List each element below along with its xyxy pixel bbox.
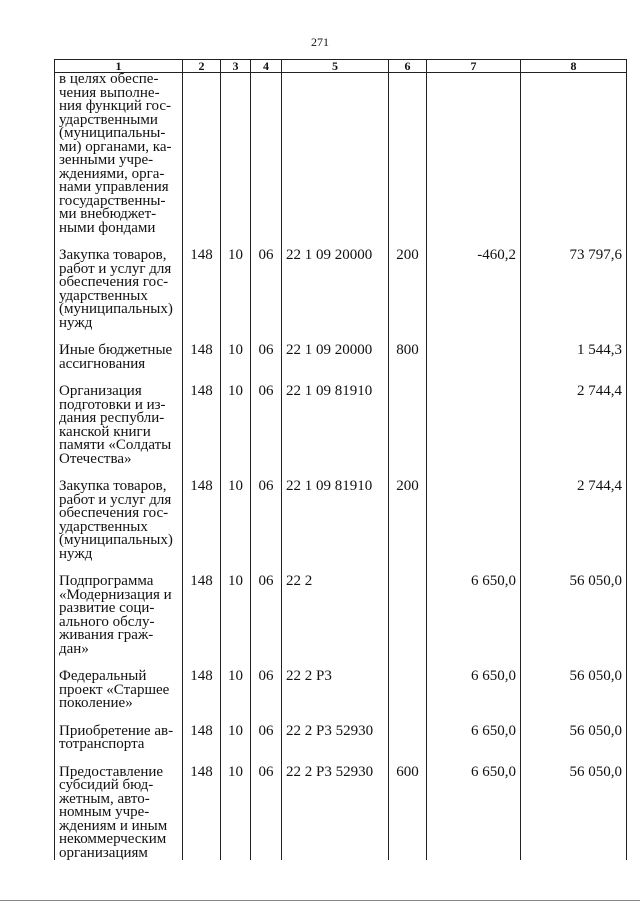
section-cell: 10 <box>221 575 251 656</box>
row-name-cell: Закупка товаров, работ и услуг для обеспечения гос- ударственных (муниципальных) нужд <box>55 480 183 561</box>
expense-type-cell: 800 <box>389 344 427 371</box>
admin-code-cell: 148 <box>183 575 221 656</box>
table-row <box>55 480 627 561</box>
column-header-6: 6 <box>389 60 427 73</box>
table-row <box>55 766 627 861</box>
column-header-8: 8 <box>521 60 627 73</box>
column-header-7: 7 <box>427 60 521 73</box>
admin-code-cell: 148 <box>183 249 221 330</box>
spacer-cell <box>389 561 427 575</box>
section-cell: 10 <box>221 344 251 371</box>
admin-code-cell: 148 <box>183 344 221 371</box>
expense-type-cell <box>389 73 427 236</box>
table-row <box>55 73 627 236</box>
target-article-cell: 22 2 P3 52930 <box>282 766 389 861</box>
bottom-rule <box>0 900 640 901</box>
target-article-cell: 22 2 P3 <box>282 670 389 711</box>
subsection-cell: 06 <box>251 575 282 656</box>
target-article-cell: 22 2 P3 52930 <box>282 725 389 752</box>
expense-type-cell: 600 <box>389 766 427 861</box>
expense-type-cell <box>389 575 427 656</box>
change-amount-cell: 6 650,0 <box>427 725 521 752</box>
total-amount-cell: 1 544,3 <box>521 344 627 371</box>
budget-table <box>54 59 627 860</box>
subsection-cell: 06 <box>251 249 282 330</box>
column-header-5: 5 <box>282 60 389 73</box>
section-cell: 10 <box>221 725 251 752</box>
row-name-cell: Подпрограмма «Модернизация и развитие соци- ального обслу- живания граж- дан» <box>55 575 183 656</box>
change-amount-cell: 6 650,0 <box>427 575 521 656</box>
target-article-cell: 22 2 <box>282 575 389 656</box>
table-row <box>55 725 627 752</box>
column-header-4: 4 <box>251 60 282 73</box>
target-article-cell: 22 1 09 81910 <box>282 480 389 561</box>
row-name-cell: Приобретение ав- тотранспорта <box>55 725 183 752</box>
row-name-cell: Федеральный проект «Старшее поколение» <box>55 670 183 711</box>
spacer-cell <box>389 711 427 725</box>
section-cell: 10 <box>221 766 251 861</box>
table-row <box>55 344 627 371</box>
spacer-cell <box>389 371 427 385</box>
page-number: 271 <box>311 35 329 49</box>
row-name-cell: Предоставление субсидий бюд- жетным, авто- номным учре- ждениям и иным некоммерческим организациям <box>55 766 183 861</box>
total-amount-cell <box>521 73 627 236</box>
expense-type-cell <box>389 725 427 752</box>
subsection-cell <box>251 73 282 236</box>
admin-code-cell <box>183 73 221 236</box>
column-header-1: 1 <box>55 60 183 73</box>
row-name-cell: Организация подготовки и из- дания республи- канской книги памяти «Солдаты Отечества» <box>55 385 183 466</box>
row-name-cell: Иные бюджетные ассигнования <box>55 344 183 371</box>
spacer-cell <box>427 330 521 344</box>
subsection-cell: 06 <box>251 344 282 371</box>
target-article-cell: 22 1 09 20000 <box>282 249 389 330</box>
spacer-cell <box>427 466 521 480</box>
total-amount-cell: 2 744,4 <box>521 480 627 561</box>
total-amount-cell: 56 050,0 <box>521 766 627 861</box>
change-amount-cell: 6 650,0 <box>427 670 521 711</box>
change-amount-cell <box>427 480 521 561</box>
admin-code-cell: 148 <box>183 670 221 711</box>
target-article-cell: 22 1 09 20000 <box>282 344 389 371</box>
expense-type-cell <box>389 385 427 466</box>
admin-code-cell: 148 <box>183 766 221 861</box>
expense-type-cell: 200 <box>389 249 427 330</box>
total-amount-cell: 2 744,4 <box>521 385 627 466</box>
subsection-cell: 06 <box>251 670 282 711</box>
change-amount-cell <box>427 73 521 236</box>
subsection-cell: 06 <box>251 480 282 561</box>
row-name-cell: в целях обеспе- чения выполне- ния функций гос- ударственными (муниципальны- ми) органами, ка- зенными учре- ждениями, орга- нами управления государственны- ми внебюджет- ными фондами <box>55 73 183 236</box>
total-amount-cell: 73 797,6 <box>521 249 627 330</box>
spacer-cell <box>427 371 521 385</box>
table-row <box>55 575 627 656</box>
change-amount-cell: 6 650,0 <box>427 766 521 861</box>
total-amount-cell: 56 050,0 <box>521 670 627 711</box>
section-cell <box>221 73 251 236</box>
section-cell: 10 <box>221 670 251 711</box>
spacer-cell <box>389 656 427 670</box>
subsection-cell: 06 <box>251 725 282 752</box>
admin-code-cell: 148 <box>183 385 221 466</box>
subsection-cell: 06 <box>251 385 282 466</box>
change-amount-cell: -460,2 <box>427 249 521 330</box>
expense-type-cell <box>389 670 427 711</box>
section-cell: 10 <box>221 385 251 466</box>
table-row <box>55 385 627 466</box>
section-cell: 10 <box>221 249 251 330</box>
admin-code-cell: 148 <box>183 725 221 752</box>
subsection-cell: 06 <box>251 766 282 861</box>
section-cell: 10 <box>221 480 251 561</box>
table-row <box>55 670 627 711</box>
table-body <box>55 73 627 861</box>
change-amount-cell <box>427 344 521 371</box>
total-amount-cell: 56 050,0 <box>521 575 627 656</box>
target-article-cell: 22 1 09 81910 <box>282 385 389 466</box>
admin-code-cell: 148 <box>183 480 221 561</box>
column-header-3: 3 <box>221 60 251 73</box>
total-amount-cell: 56 050,0 <box>521 725 627 752</box>
row-name-cell: Закупка товаров, работ и услуг для обеспечения гос- ударственных (муниципальных) нужд <box>55 249 183 330</box>
change-amount-cell <box>427 385 521 466</box>
column-header-2: 2 <box>183 60 221 73</box>
target-article-cell <box>282 73 389 236</box>
expense-type-cell: 200 <box>389 480 427 561</box>
table-row <box>55 249 627 330</box>
